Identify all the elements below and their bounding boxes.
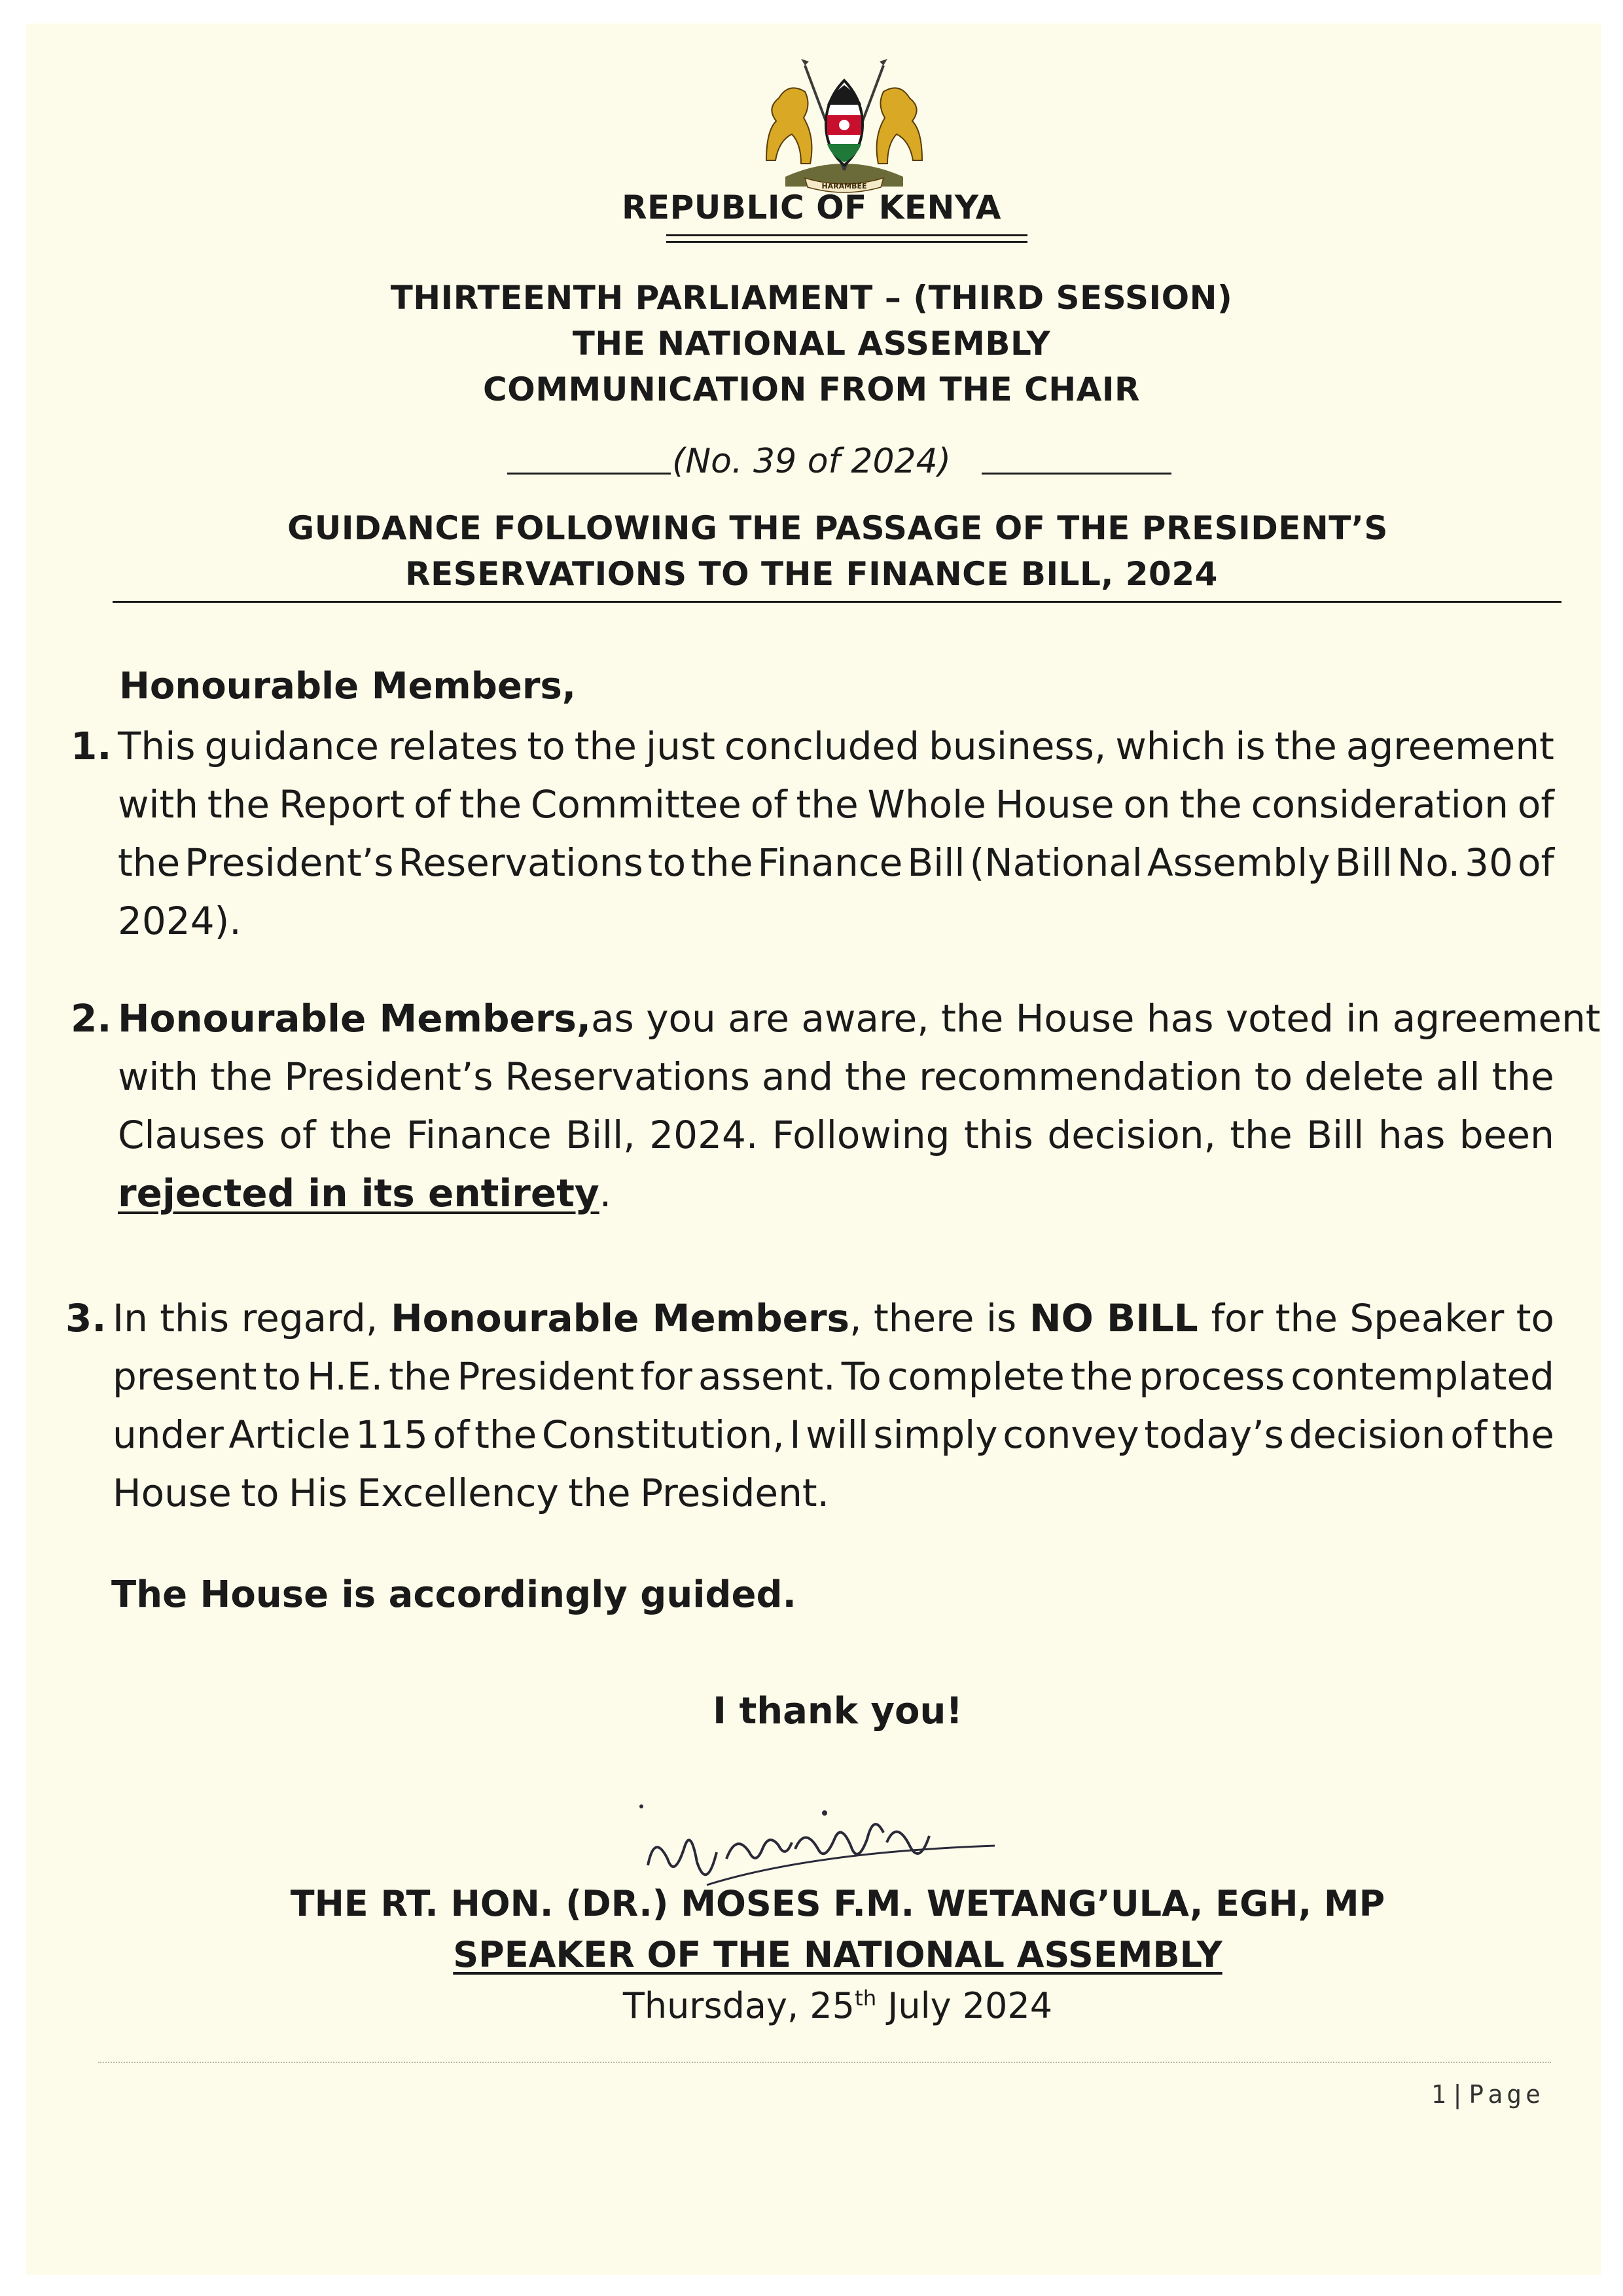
communication-heading: COMMUNICATION FROM THE CHAIR <box>483 370 1140 408</box>
title-rule <box>113 601 1561 603</box>
word: with <box>118 782 199 827</box>
word: Assembly <box>1147 840 1330 885</box>
word: to <box>647 840 687 885</box>
word: the <box>207 782 270 827</box>
page-separator: | <box>1450 2080 1469 2109</box>
word: Following <box>772 1113 950 1157</box>
word: This <box>118 724 196 768</box>
word: Reservations <box>505 1054 750 1099</box>
word: today’s <box>1144 1412 1284 1457</box>
word: President <box>457 1354 635 1399</box>
paragraph-line <box>118 776 1554 834</box>
rejected-emphasis: rejected in its entirety <box>118 1171 599 1215</box>
word: guidance <box>204 724 379 768</box>
paragraph-1 <box>71 717 1554 950</box>
word: the <box>330 1113 393 1157</box>
signature-date <box>0 1982 1623 2030</box>
word: with <box>118 1054 199 1099</box>
word: delete <box>1304 1054 1424 1099</box>
word: the <box>210 1054 273 1099</box>
word: Article <box>228 1412 351 1457</box>
page-number <box>1431 2080 1544 2109</box>
word: President. <box>640 1471 830 1515</box>
word: under <box>113 1412 224 1457</box>
signatory-name: THE RT. HON. (DR.) MOSES F.M. WETANG’ULA, EGH, MP <box>290 1883 1385 1924</box>
signatory-title: SPEAKER OF THE NATIONAL ASSEMBLY <box>453 1934 1222 1975</box>
word: of <box>433 1412 470 1457</box>
word: the <box>568 1471 631 1515</box>
word: of <box>414 782 451 827</box>
word: the <box>796 782 859 827</box>
date-suffix-sup: th <box>855 1986 877 2011</box>
line-text: In this regard, <box>113 1296 378 1340</box>
paragraph-line <box>113 1348 1554 1406</box>
word: His <box>289 1471 348 1515</box>
paragraph-3 <box>65 1289 1554 1522</box>
paragraph-number: 1. <box>71 724 112 768</box>
word: agreement <box>1346 724 1554 768</box>
paragraph-number: 2. <box>71 996 112 1041</box>
word: just <box>645 724 715 768</box>
page-label: Page <box>1469 2080 1544 2109</box>
heading-double-rule <box>666 234 1027 243</box>
word: of <box>1518 840 1554 885</box>
word: of <box>1517 782 1554 827</box>
word: to <box>262 1354 301 1399</box>
word: 30 <box>1465 840 1513 885</box>
svg-text:HARAMBEE: HARAMBEE <box>821 182 867 190</box>
word: will <box>806 1412 868 1457</box>
word: process <box>1139 1354 1285 1399</box>
word: Bill <box>907 840 965 885</box>
bold-lead: Honourable Members, <box>118 996 591 1041</box>
word: (National <box>969 840 1143 885</box>
document-title-line-1: GUIDANCE FOLLOWING THE PASSAGE OF THE PRESIDENT’S <box>287 509 1388 547</box>
word: House <box>113 1471 232 1515</box>
word: 2024). <box>118 899 241 943</box>
paragraph-line <box>118 717 1554 776</box>
document-title-line-2: RESERVATIONS TO THE FINANCE BILL, 2024 <box>405 555 1218 593</box>
word: House <box>995 782 1115 827</box>
word: recommendation <box>919 1054 1243 1099</box>
assembly-name: THE NATIONAL ASSEMBLY <box>572 325 1051 363</box>
word: all <box>1435 1054 1480 1099</box>
word: to <box>241 1471 279 1515</box>
paragraph-line <box>118 1106 1554 1164</box>
word: Bill <box>1334 840 1393 885</box>
word: the <box>1230 1113 1293 1157</box>
word: assent. <box>698 1354 836 1399</box>
word: to <box>527 724 565 768</box>
word: Reservations <box>398 840 643 885</box>
paragraph-line <box>113 1289 1554 1348</box>
parliament-session: THIRTEENTH PARLIAMENT – (THIRD SESSION) <box>390 279 1233 317</box>
word: the <box>389 1354 452 1399</box>
word: has <box>1378 1113 1446 1157</box>
word: which <box>1115 724 1226 768</box>
word: the <box>1070 1354 1133 1399</box>
bold-phrase: Honourable Members <box>391 1296 850 1340</box>
word: Bill, <box>565 1113 635 1157</box>
word: present <box>113 1354 257 1399</box>
thanks-line: I thank you! <box>713 1690 963 1732</box>
line-text: , there is <box>849 1296 1017 1340</box>
word: Excellency <box>357 1471 559 1515</box>
word: 2024. <box>649 1113 758 1157</box>
word: of <box>279 1113 316 1157</box>
word: to <box>1254 1054 1293 1099</box>
paragraph-line <box>113 1464 1554 1522</box>
word: Whole <box>867 782 986 827</box>
word: this <box>964 1113 1033 1157</box>
word: and <box>761 1054 834 1099</box>
word: Committee <box>530 782 741 827</box>
word: relates <box>387 724 518 768</box>
sentence-end: . <box>599 1171 612 1215</box>
word: convey <box>1003 1412 1139 1457</box>
word: Finance <box>757 840 903 885</box>
word: 115 <box>355 1412 428 1457</box>
word: H.E. <box>306 1354 383 1399</box>
word: the <box>118 840 181 885</box>
word: simply <box>873 1412 998 1457</box>
word: for <box>640 1354 692 1399</box>
word: Finance <box>406 1113 552 1157</box>
word: Bill <box>1306 1113 1364 1157</box>
communication-number: (No. 39 of 2024) <box>671 442 952 481</box>
word: of <box>1450 1412 1488 1457</box>
republic-heading: REPUBLIC OF KENYA <box>621 188 1001 226</box>
word: the <box>474 1412 537 1457</box>
line-text: as you are aware, the House has voted in agreement <box>591 996 1601 1041</box>
word: Report <box>278 782 405 827</box>
word: Constitution, <box>541 1412 785 1457</box>
word: the <box>690 840 753 885</box>
word: the <box>1179 782 1242 827</box>
paragraph-line <box>113 1406 1554 1464</box>
paragraph-2 <box>71 990 1601 1223</box>
word: the <box>1491 1412 1554 1457</box>
word: the <box>845 1054 908 1099</box>
word: on <box>1123 782 1171 827</box>
date-prefix: Thursday, 25 <box>622 1985 855 2026</box>
word: I <box>789 1412 801 1457</box>
word: No. <box>1397 840 1461 885</box>
paragraph-line <box>118 990 1601 1048</box>
word: consideration <box>1251 782 1509 827</box>
word: Clauses <box>118 1113 266 1157</box>
kenya-coat-of-arms-icon <box>759 59 929 196</box>
word: complete <box>887 1354 1065 1399</box>
word: concluded <box>724 724 920 768</box>
line-text: for the Speaker to <box>1211 1296 1554 1340</box>
paragraph-line <box>118 834 1554 892</box>
word: is <box>1235 724 1266 768</box>
word: contemplated <box>1291 1354 1554 1399</box>
footer-rule <box>98 2062 1551 2063</box>
closing-statement: The House is accordingly guided. <box>111 1573 796 1616</box>
word: To <box>841 1354 882 1399</box>
word: business, <box>929 724 1107 768</box>
word: the <box>574 724 637 768</box>
word: been <box>1459 1113 1554 1157</box>
word: decision, <box>1047 1113 1216 1157</box>
page-number-value: 1 <box>1431 2080 1450 2109</box>
no-bill-emphasis: NO BILL <box>1029 1296 1198 1340</box>
salutation: Honourable Members, <box>119 665 577 708</box>
paragraph-line <box>118 1048 1554 1106</box>
word: the <box>459 782 522 827</box>
word: of <box>750 782 787 827</box>
word: the <box>1491 1054 1554 1099</box>
word: President’s <box>185 840 394 885</box>
paragraph-number: 3. <box>65 1296 107 1340</box>
number-right-rule <box>982 473 1171 475</box>
paragraph-line <box>118 892 1554 950</box>
paragraph-line <box>118 1164 1554 1223</box>
date-suffix: July 2024 <box>876 1985 1053 2026</box>
word: the <box>1274 724 1337 768</box>
word: decision <box>1289 1412 1446 1457</box>
word: President’s <box>284 1054 493 1099</box>
